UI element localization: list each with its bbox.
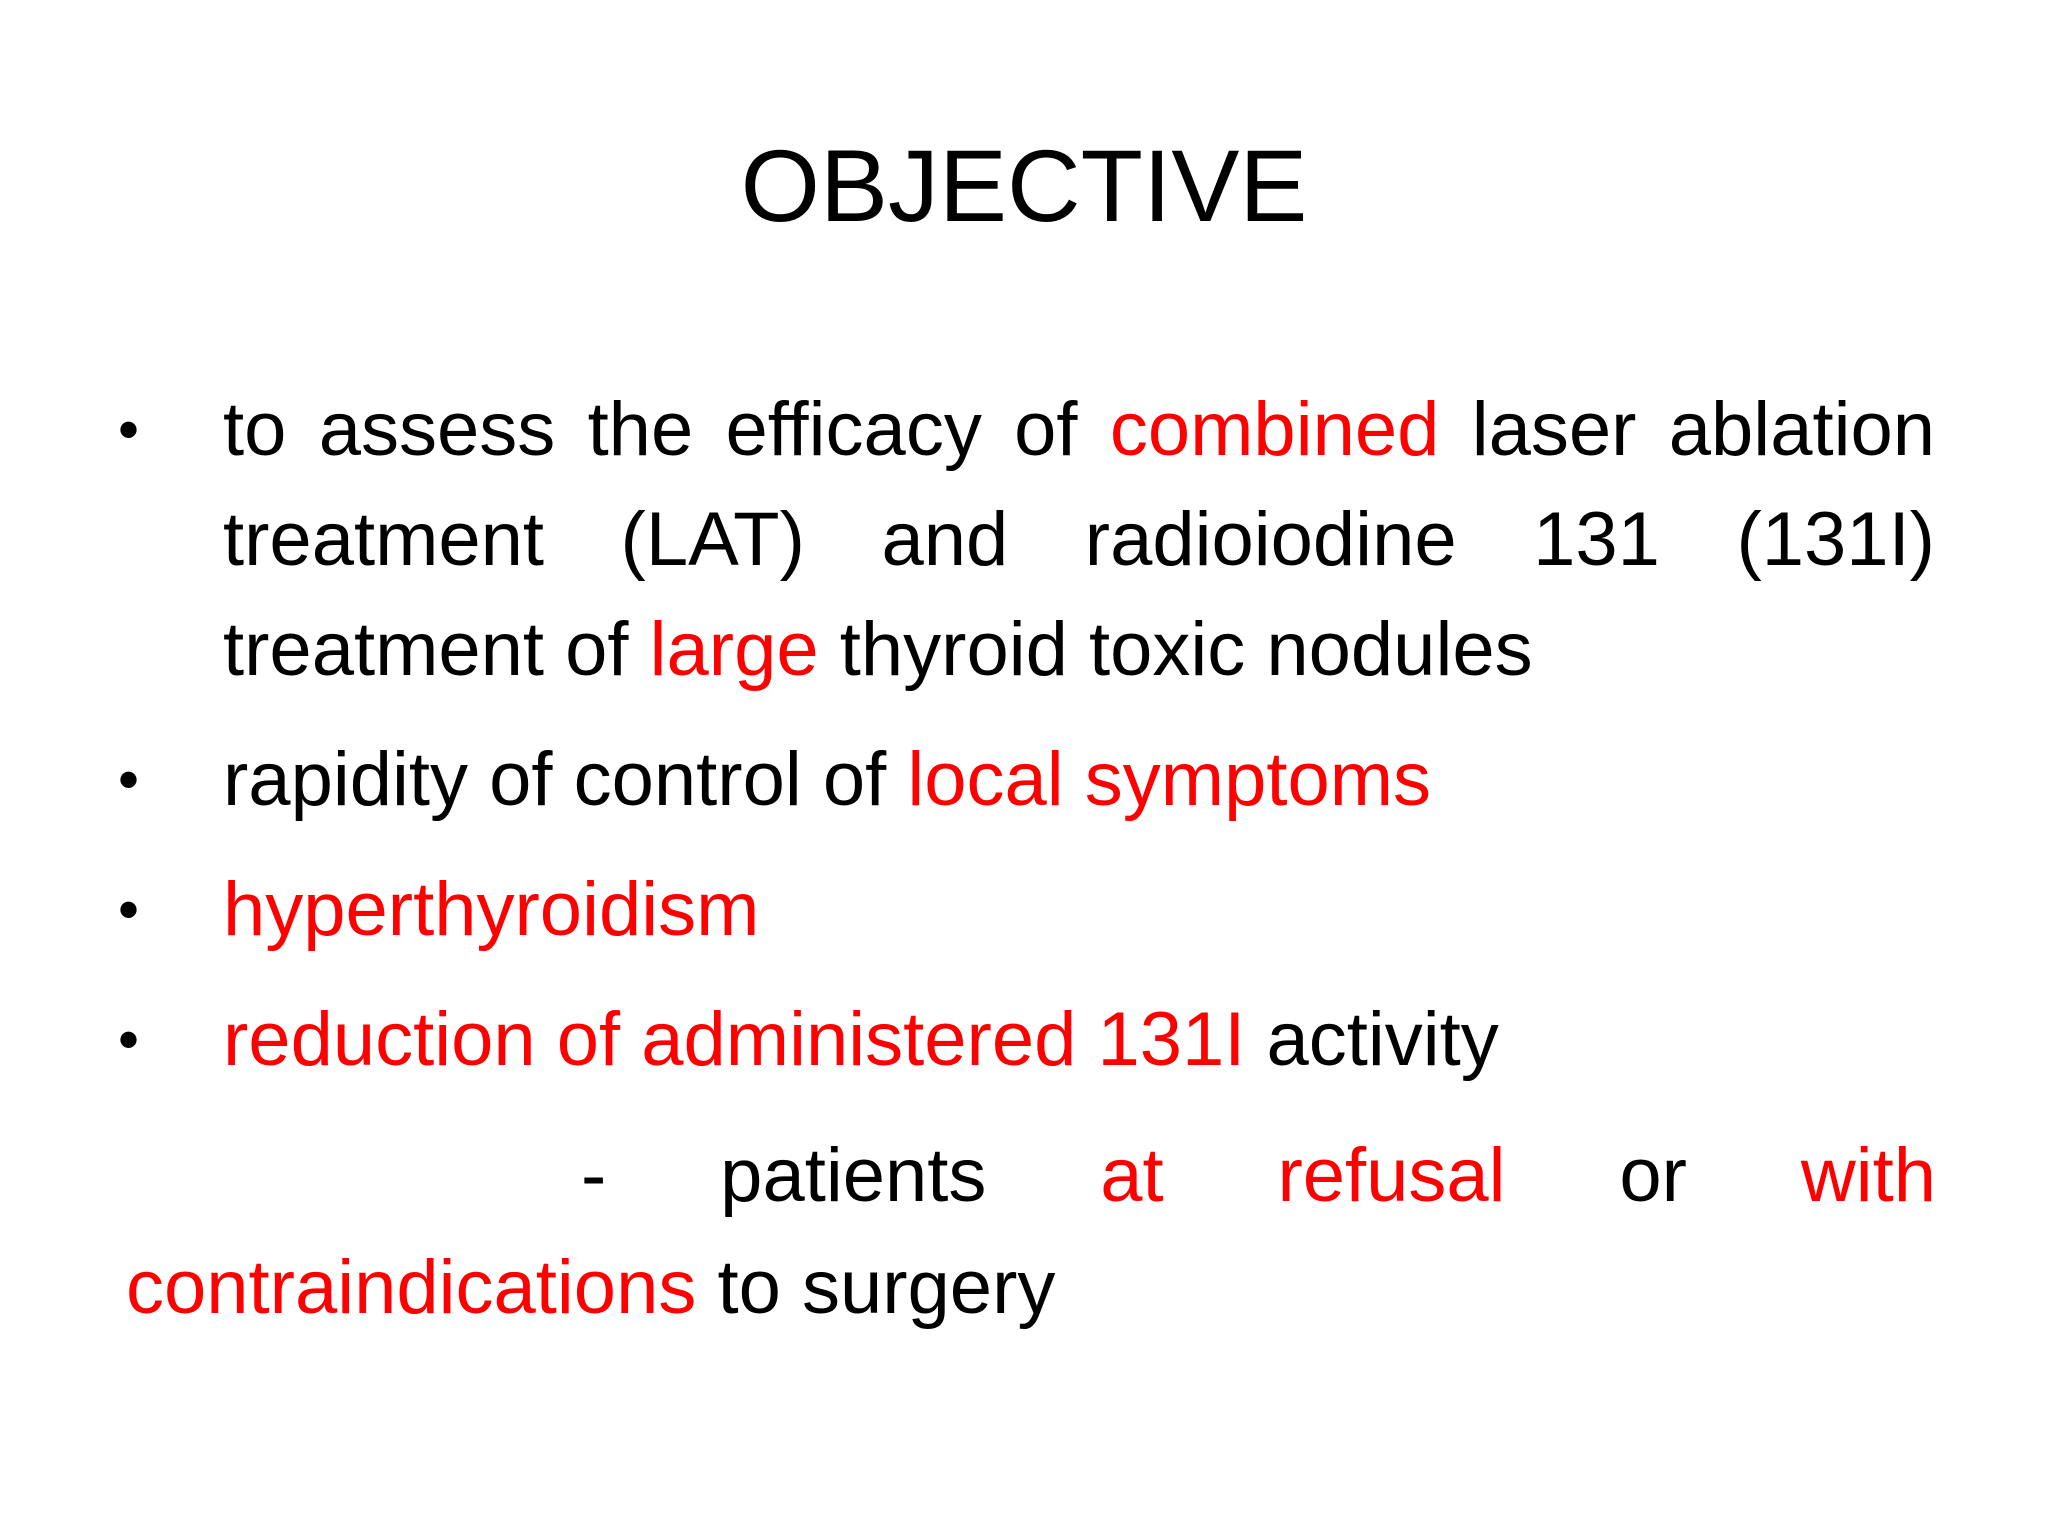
text-segment: to surgery [696,1245,1056,1330]
text-segment-highlight: at refusal [1100,1133,1506,1218]
bullet-text-3 [223,855,1935,965]
bullet-item-2 [118,725,1935,835]
text-segment-highlight: combined [1109,387,1440,472]
note-dash: - [581,1133,607,1218]
bullet-dot-icon: • [118,746,140,813]
text-segment: thyroid toxic nodules [818,607,1533,692]
text-segment: activity [1245,997,1499,1082]
text-segment: rapidity of control of [223,737,908,822]
text-segment-highlight: local symptoms [907,737,1432,822]
text-segment: to assess the efficacy of [223,387,1110,472]
text-segment-highlight: hyperthyroidism [223,867,760,952]
bullet-text-2 [223,725,1935,835]
text-segment: laser ablation treatment (LAT) and radioiodine 131 (131I) treatment of [223,387,1935,692]
text-segment: or [1505,1133,1801,1218]
bullet-dot-icon: • [118,396,140,463]
bullet-text-1 [223,375,1935,705]
bullet-item-4 [118,985,1935,1095]
text-segment: patients [720,1133,1101,1218]
text-segment-highlight: large [649,607,819,692]
note-paragraph [126,1120,1936,1344]
text-segment-highlight: reduction of administered 131I [223,997,1246,1082]
bullet-item-3 [118,855,1935,965]
bullet-dot-icon: • [118,876,140,943]
bullet-item-1 [118,375,1935,705]
bullet-text-4 [223,985,1935,1095]
text-segment-highlight: with contraindications [126,1133,1936,1330]
slide-title: OBJECTIVE [740,129,1308,243]
bullet-dot-icon: • [118,1006,140,1073]
